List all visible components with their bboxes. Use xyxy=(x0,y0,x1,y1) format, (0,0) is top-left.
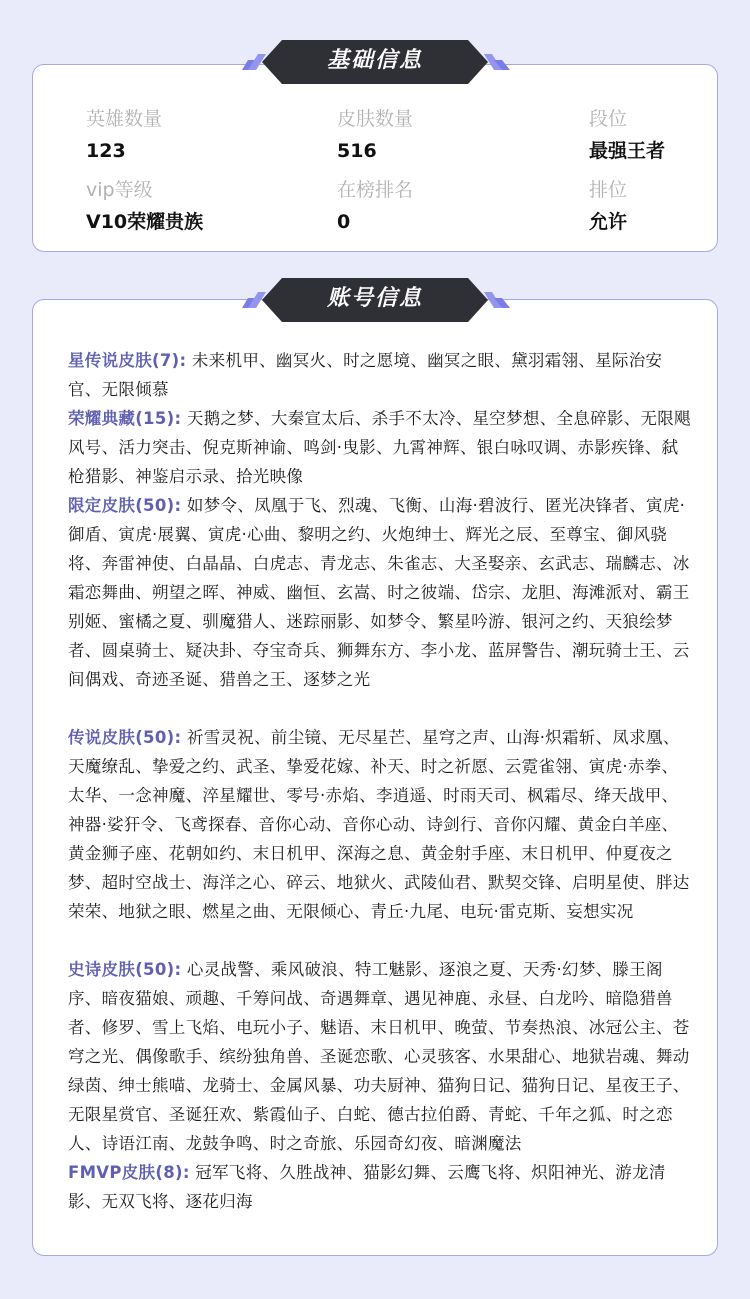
stat-value: 允许 xyxy=(589,211,628,233)
skin-list xyxy=(68,346,694,1216)
section-title: 限定皮肤(50): xyxy=(68,496,182,515)
section-title: 传说皮肤(50): xyxy=(68,728,182,747)
basic-info-banner xyxy=(0,38,750,86)
stat-label: 皮肤数量 xyxy=(337,108,414,130)
account-info-banner xyxy=(0,276,750,324)
stat-vip-level xyxy=(86,177,286,235)
section-limited xyxy=(68,491,694,694)
section-glory-collection xyxy=(68,404,694,491)
stat-skin-count xyxy=(337,106,537,164)
section-items: 未来机甲、幽冥火、时之愿境、幽冥之眼、黛羽霜翎、星际治安官、无限倾慕 xyxy=(68,351,663,399)
stat-value: 0 xyxy=(337,211,351,233)
section-items: 如梦令、凤凰于飞、烈魂、飞衡、山海·碧波行、匿光决锋者、寅虎·御盾、寅虎·展翼、寅虎·心曲、黎明之约、火炮绅士、辉光之辰、至尊宝、御风骁将、奔雷神使、白晶晶、白虎志、青龙志、朱雀志、大圣娶亲、玄武志、瑞麟志、冰霜恋舞曲、朔望之晖、神威、幽恒、玄嵩、时之彼端、岱宗、龙胆、海滩派对、霸王别姬、蜜橘之夏、驯魔猎人、迷踪丽影、如梦令、繁星吟游、银河之约、天狼绘梦者、圆桌骑士、疑决卦、夺宝奇兵、狮舞东方、李小龙、蓝屏警告、潮玩骑士王、云间偶戏、奇迹圣诞、猎兽之王、逐梦之光 xyxy=(68,496,690,689)
section-items: 祈雪灵祝、前尘镜、无尽星芒、星穹之声、山海·炽霜斩、凤求凰、天魔缭乱、挚爱之约、武圣、挚爱花嫁、补天、时之祈愿、云霓雀翎、寅虎·赤拳、太华、一念神魔、淬星耀世、零号·赤焰、李逍遥、时雨天司、枫霜尽、绛天战甲、神器·娑犴令、飞鸢探春、音你心动、音你心动、诗剑行、音你闪耀、黄金白羊座、黄金狮子座、花朝如约、末日机甲、深海之息、黄金射手座、末日机甲、仲夏夜之梦、超时空战士、海洋之心、碎云、地狱火、武陵仙君、默契交锋、启明星使、胖达荣荣、地狱之眼、燃星之曲、无限倾心、青丘·九尾、电玩·雷克斯、妄想实况 xyxy=(68,728,690,921)
section-title: 星传说皮肤(7): xyxy=(68,351,187,370)
section-title: FMVP皮肤(8): xyxy=(68,1163,190,1182)
stat-rank-tier xyxy=(589,106,709,164)
section-items: 冠军飞将、久胜战神、猫影幻舞、云鹰飞将、炽阳神光、游龙清影、无双飞将、逐花归海 xyxy=(68,1163,666,1211)
stat-label: 在榜排名 xyxy=(337,179,414,201)
stat-value: V10荣耀贵族 xyxy=(86,211,204,233)
stat-label: 段位 xyxy=(589,108,628,130)
stat-hero-count xyxy=(86,106,286,164)
section-items: 天鹅之梦、大秦宣太后、杀手不太冷、星空梦想、全息碎影、无限飓风号、活力突击、倪克斯神谕、鸣剑·曳影、九霄神辉、银白咏叹调、赤影疾锋、弑枪猎影、神鉴启示录、拾光映像 xyxy=(68,409,691,486)
stat-value: 123 xyxy=(86,140,126,162)
section-title: 荣耀典藏(15): xyxy=(68,409,182,428)
section-star-legend xyxy=(68,346,694,404)
section-fmvp xyxy=(68,1158,694,1216)
stat-leaderboard-rank xyxy=(337,177,537,235)
stat-label: 英雄数量 xyxy=(86,108,163,130)
section-title: 史诗皮肤(50): xyxy=(68,960,182,979)
basic-info-title: 基础信息 xyxy=(326,48,423,73)
stat-value: 最强王者 xyxy=(589,140,666,162)
account-info-title: 账号信息 xyxy=(326,286,423,311)
stat-ranked-allowed xyxy=(589,177,709,235)
section-legend xyxy=(68,723,694,926)
stat-value: 516 xyxy=(337,140,377,162)
section-items: 心灵战警、乘风破浪、特工魅影、逐浪之夏、天秀·幻梦、滕王阁序、暗夜猫娘、顽趣、千筹问战、奇遇舞章、遇见神鹿、永昼、白龙吟、暗隐猎兽者、修罗、雪上飞焰、电玩小子、魅语、末日机甲、晚萤、节奏热浪、冰冠公主、苍穹之光、偶像歌手、缤纷独角兽、圣诞恋歌、心灵骇客、水果甜心、地狱岩魂、舞动绿茵、绅士熊喵、龙骑士、金属风暴、功夫厨神、猫狗日记、猫狗日记、星夜王子、无限星赏官、圣诞狂欢、紫霞仙子、白蛇、德古拉伯爵、青蛇、千年之狐、时之恋人、诗语江南、龙鼓争鸣、时之奇旅、乐园奇幻夜、暗渊魔法 xyxy=(68,960,690,1153)
section-epic xyxy=(68,955,694,1158)
stat-label: 排位 xyxy=(589,179,628,201)
stat-label: vip等级 xyxy=(86,179,153,201)
